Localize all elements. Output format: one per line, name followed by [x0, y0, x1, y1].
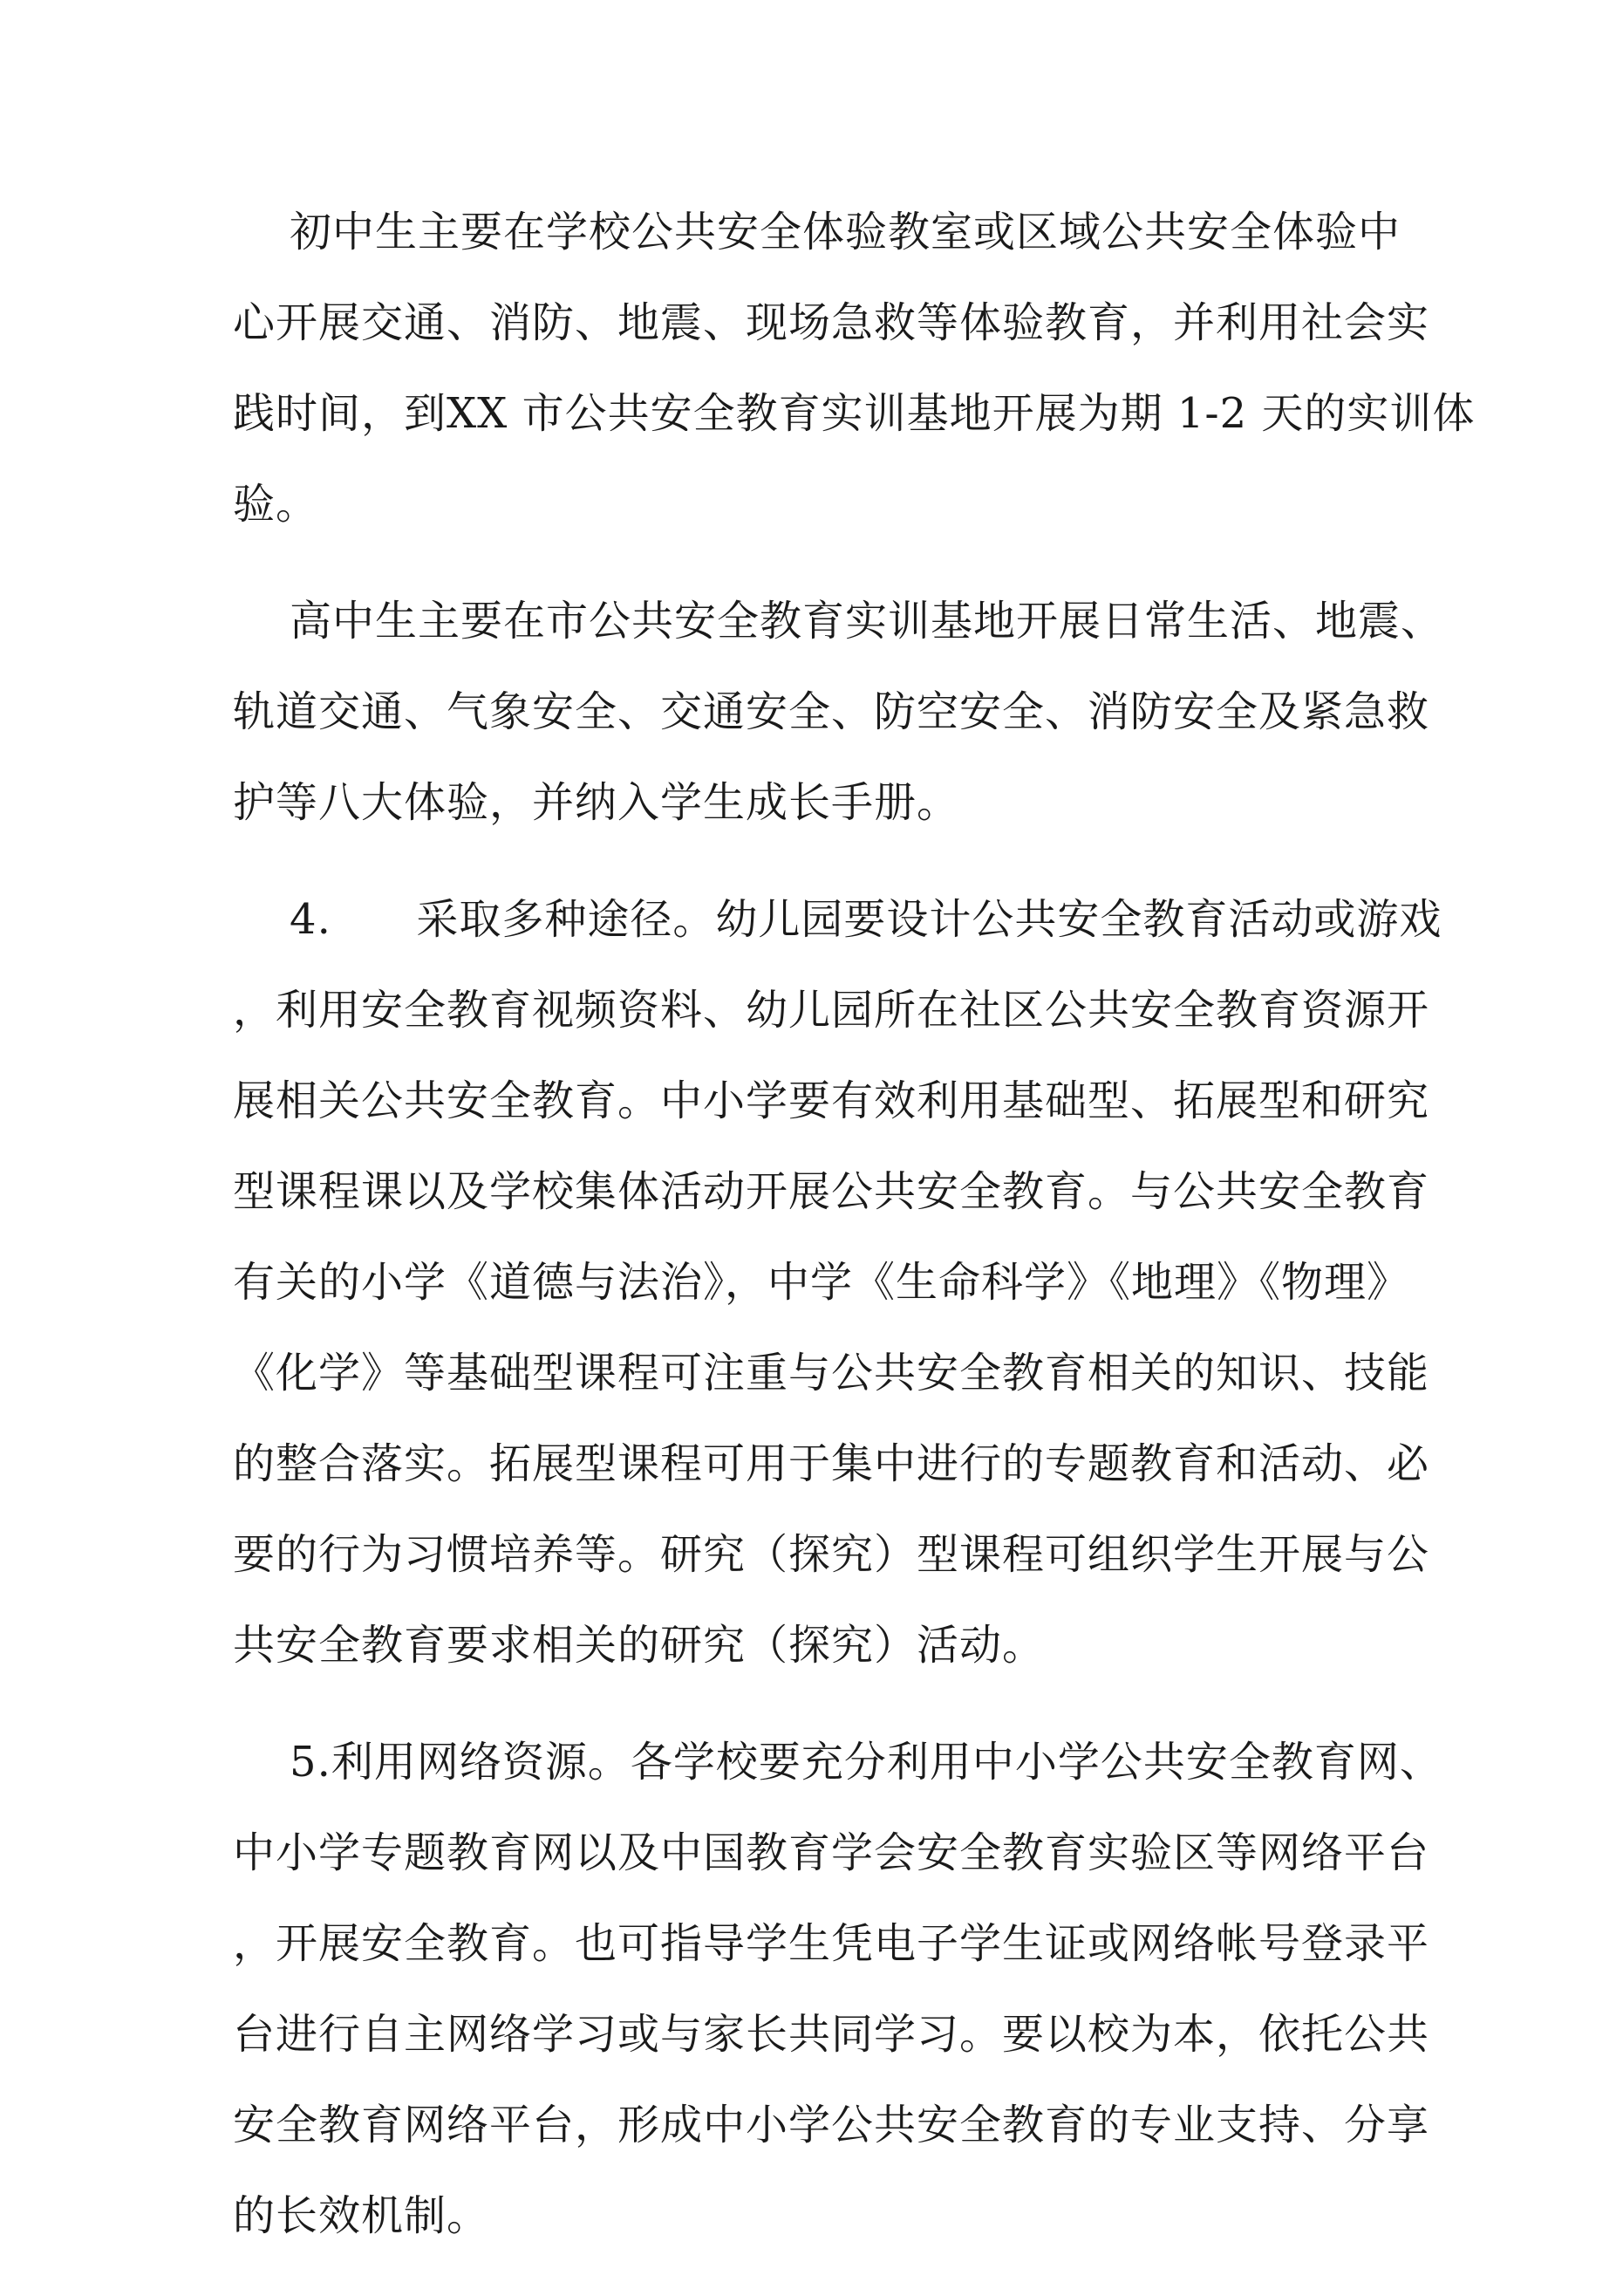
paragraph-junior-high [233, 187, 1476, 550]
text-line: 要的行为习惯培养等。研究（探究）型课程可组织学生开展与公 [233, 1530, 1430, 1579]
text-line: 轨道交通、气象安全、交通安全、防空安全、消防安全及紧急救 [233, 687, 1430, 736]
text-line: ，利用安全教育视频资料、幼儿园所在社区公共安全教育资源开 [233, 986, 1430, 1035]
text-line: 台进行自主网络学习或与家长共同学习。要以校为本，依托公共 [233, 2010, 1430, 2059]
text-line: 5.利用网络资源。各学校要充分利用中小学公共安全教育网、 [233, 1738, 1442, 1787]
text-line: 的整合落实。拓展型课程可用于集中进行的专题教育和活动、必 [233, 1439, 1430, 1488]
text-line: 高中生主要在市公共安全教育实训基地开展日常生活、地震、 [233, 597, 1444, 646]
text-line: 中小学专题教育网以及中国教育学会安全教育实验区等网络平台 [233, 1828, 1430, 1877]
text-line: 共安全教育要求相关的研究（探究）活动。 [233, 1621, 1046, 1670]
text-line: 型课程课以及学校集体活动开展公共安全教育。与公共安全教育 [233, 1167, 1430, 1216]
text-line: 心开展交通、消防、地震、现场急救等体验教育，并利用社会实 [233, 298, 1430, 347]
text-line: 验。 [233, 480, 319, 529]
text-line: 的长效机制。 [233, 2191, 490, 2240]
paragraph-item-5 [233, 1717, 1442, 2261]
text-line: 展相关公共安全教育。中小学要有效利用基础型、拓展型和研究 [233, 1076, 1430, 1125]
text-line: 有关的小学《道德与法治》，中学《生命科学》《地理》《物理》 [233, 1258, 1410, 1307]
document-body [233, 187, 1476, 2287]
text-line: 《化学》等基础型课程可注重与公共安全教育相关的知识、技能 [233, 1349, 1430, 1397]
text-line: 初中生主要在学校公共安全体验教室或区域公共安全体验中 [233, 208, 1401, 256]
paragraph-senior-high [233, 576, 1444, 848]
paragraph-item-4 [233, 874, 1442, 1691]
text-line: 安全教育网络平台，形成中小学公共安全教育的专业支持、分享 [233, 2101, 1430, 2149]
text-line: 践时间，到XX 市公共安全教育实训基地开展为期 1-2 天的实训体 [233, 389, 1476, 438]
text-line: ，开展安全教育。也可指导学生凭电子学生证或网络帐号登录平 [233, 1919, 1430, 1968]
text-line: 护等八大体验，并纳入学生成长手册。 [233, 778, 960, 827]
text-line: 4. 采取多种途径。幼儿园要设计公共安全教育活动或游戏 [233, 895, 1442, 944]
